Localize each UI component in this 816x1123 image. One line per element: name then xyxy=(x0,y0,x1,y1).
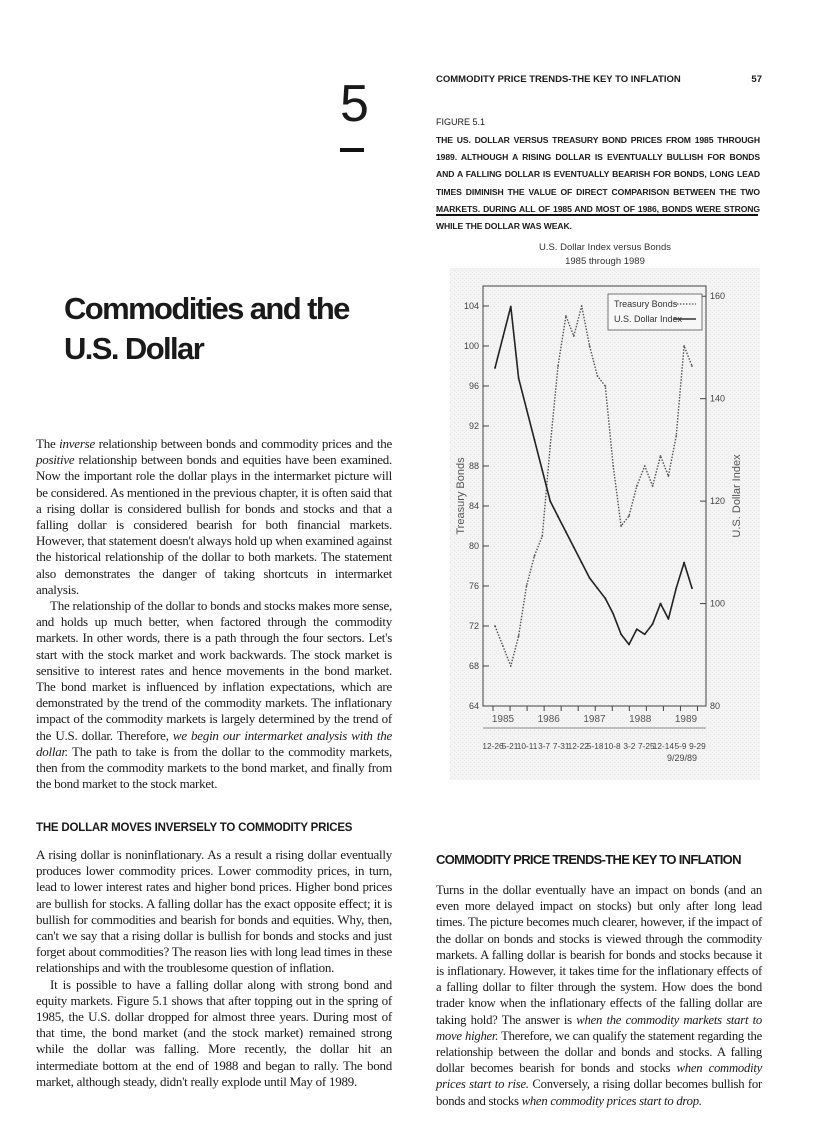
chart-subtitle: 1985 through 1989 xyxy=(565,256,645,267)
left-tick-label: 72 xyxy=(468,621,479,631)
dollar-data-point xyxy=(644,633,646,635)
running-head xyxy=(436,74,762,85)
bond-data-point xyxy=(502,645,504,647)
bond-data-point xyxy=(628,515,630,517)
dollar-data-point xyxy=(691,587,693,589)
left-tick-label: 84 xyxy=(468,501,479,511)
dollar-data-point xyxy=(675,587,677,589)
chart-legend xyxy=(608,294,702,330)
figure-chart xyxy=(450,238,760,780)
bond-data-point xyxy=(526,585,528,587)
section-heading-commodity-trends: COMMODITY PRICE TRENDS-THE KEY TO INFLATION xyxy=(436,852,741,867)
dollar-data-point xyxy=(660,603,662,605)
year-label: 1987 xyxy=(583,714,606,725)
text-run: Therefore, we can qualify the statement regarding the relationship between the dollar and bonds and stocks. A falling dollar becomes bearish for bonds and stocks xyxy=(436,1028,762,1076)
italic-text: when the commodity markets start to move higher. xyxy=(436,1012,762,1043)
figure-caption: THE US. DOLLAR VERSUS TREASURY BOND PRICES FROM 1985 THROUGH 1989. ALTHOUGH A RISING DOLLAR IS EVENTUALLY BULLISH FOR BONDS AND A FALLING DOLLAR IS EVENTUALLY BEARISH FOR BONDS, LONG LEAD TIMES DIMINISH THE VALUE OF DIRECT COMPARISON BETWEEN THE TWO MARKETS. DURING ALL OF 1985 AND MOST OF 1986, BONDS WERE STRONG WHILE THE DOLLAR WAS WEAK. xyxy=(436,135,760,232)
left-tick-label: 64 xyxy=(468,701,479,711)
page-number: 57 xyxy=(751,74,762,85)
dollar-data-point xyxy=(534,439,536,441)
paragraph xyxy=(36,977,392,1090)
text-run: Conversely, a rising dollar becomes bullish for bonds and stocks xyxy=(436,1077,762,1108)
text-run: It is possible to have a falling dollar along with strong bond and equity markets. Figure 5.1 shows that after topping out in the spring of 1985, the U.S. dollar dropped for almost three years. During most of that time, the bond market (and the stock market) remained strong while the dollar was falling. More recently, the dollar hit an intermediate bottom at the end of 1988 and began to rally. The bond market, although steady, didn't really explode until May of 1989. xyxy=(36,976,392,1089)
date-tick-label: 5-18 xyxy=(586,741,604,751)
date-tick-label: 7-31 xyxy=(552,741,570,751)
bond-data-point xyxy=(620,525,622,527)
bond-data-point xyxy=(557,365,559,367)
paragraph xyxy=(36,847,392,977)
text-run: The relationship of the dollar to bonds and stocks makes more sense, and holds up much better, when factored through the commodity markets. In other words, there is a path through the four sectors. Let's start with the stock market and work backwards. The stock market is sensitive to interest rates and hence movements in the bond market. The bond market is influenced by inflation expectations, which are demonstrated by the trend of the commodity markets. The inflationary impact of the commodity markets is largely determined by the trend of the U.S. dollar. Therefore, xyxy=(36,598,392,743)
chapter-number-underline xyxy=(340,148,364,152)
left-tick-label: 100 xyxy=(463,341,479,351)
bond-data-point xyxy=(675,435,677,437)
year-label: 1989 xyxy=(674,714,698,725)
year-label: 1986 xyxy=(537,714,560,725)
legend-label-bonds: Treasury Bonds xyxy=(614,299,678,309)
chart-title: U.S. Dollar Index versus Bonds xyxy=(538,242,672,253)
bond-data-point xyxy=(494,625,496,627)
right-tick-label: 120 xyxy=(710,496,726,507)
left-tick-label: 88 xyxy=(468,461,479,471)
date-tick-label: 3-2 xyxy=(623,741,636,751)
bond-data-point xyxy=(604,385,606,387)
dollar-data-point xyxy=(652,623,654,625)
dollar-data-point xyxy=(510,306,512,308)
italic-text: when commodity prices start to drop. xyxy=(521,1093,702,1108)
dollar-data-point xyxy=(549,500,551,502)
bond-data-point xyxy=(597,375,599,377)
dollar-data-point xyxy=(565,531,567,533)
bond-data-point xyxy=(534,555,536,557)
figure-caption-rule xyxy=(436,214,758,216)
figure-label: FIGURE 5.1 xyxy=(436,117,486,127)
bond-data-point xyxy=(636,485,638,487)
bond-data-point xyxy=(565,315,567,317)
year-label: 1985 xyxy=(491,714,515,725)
section-body-dollar-commodities xyxy=(36,847,392,1090)
paragraph xyxy=(36,598,392,792)
bond-data-point xyxy=(573,335,575,337)
bond-data-point xyxy=(652,485,654,487)
italic-text: we begin our intermarket analysis with the dollar. xyxy=(36,727,393,759)
paragraph xyxy=(36,436,392,598)
bond-data-point xyxy=(644,465,646,467)
date-tick-label: 10-8 xyxy=(603,741,621,751)
bond-data-point xyxy=(660,455,662,457)
right-tick-label: 80 xyxy=(710,701,721,711)
text-run: The path to take is from the dollar to the commodity markets, then from the commodity markets to the bond market, and finally from the bond market to the stock market. xyxy=(36,743,392,792)
legend-label-dollar: U.S. Dollar Index xyxy=(614,314,683,324)
right-tick-label: 160 xyxy=(710,291,726,302)
dollar-data-point xyxy=(518,377,520,379)
paragraph xyxy=(436,882,762,1109)
date-tick-label: 5-21 xyxy=(501,741,519,751)
text-run: relationship between bonds and commodity prices and the xyxy=(94,436,392,451)
text-run: Turns in the dollar eventually have an impact on bonds (and an even more delayed impact on stocks) but only after long lead times. The picture becomes much clearer, however, if the impact of the dollar on bonds and stocks is viewed through the commodity markets. A falling dollar is bearish for bonds and stocks because it is inflationary. However, it takes time for the inflationary effects of a falling dollar to filter through the system. How does the bond trader know when the inflationary effects of the falling dollar are taking hold? The answer is xyxy=(436,883,762,1027)
left-axis-label: Treasury Bonds xyxy=(455,457,467,535)
bond-data-point xyxy=(581,305,583,307)
end-date-label: 9/29/89 xyxy=(666,753,697,763)
italic-text: when commodity prices start to rise. xyxy=(436,1061,763,1092)
left-tick-label: 96 xyxy=(468,381,479,391)
bond-data-point xyxy=(518,635,520,637)
dollar-data-point xyxy=(541,469,543,471)
left-tick-label: 76 xyxy=(468,581,479,591)
chapter-title: Commodities and the U.S. Dollar xyxy=(64,291,349,366)
dollar-data-point xyxy=(589,577,591,579)
bond-data-point xyxy=(589,345,591,347)
italic-text: inverse xyxy=(59,436,95,451)
dollar-data-point xyxy=(604,598,606,600)
text-run: A rising dollar is noninflationary. As a result a rising dollar eventually produces lower commodity prices. Lower commodity prices, in turn, lead to lower interest rates and higher bond prices. Higher bond prices are bullish for stocks. A falling dollar has the exact opposite effect; it is bullish for commodities and bearish for bonds and equities. Why, then, can't we say that a rising dollar is bullish for bonds and stocks and just forget about commodities? The reason lies with long lead times in these relationships and with the troublesome question of inflation. xyxy=(36,847,392,976)
right-tick-label: 100 xyxy=(710,598,726,609)
date-tick-label: 10-11 xyxy=(516,741,538,751)
dollar-data-point xyxy=(620,633,622,635)
right-tick-label: 140 xyxy=(710,393,726,404)
dollar-data-point xyxy=(502,336,504,338)
dollar-data-point xyxy=(683,562,685,564)
dollar-data-point xyxy=(573,546,575,548)
left-tick-label: 80 xyxy=(468,541,479,551)
dollar-data-point xyxy=(636,628,638,630)
dollar-data-point xyxy=(494,367,496,369)
section-body-commodity-trends xyxy=(436,882,762,1109)
bond-data-point xyxy=(510,665,512,667)
date-tick-label: 5-9 xyxy=(674,741,687,751)
left-tick-label: 104 xyxy=(463,301,479,311)
chart-svg xyxy=(450,238,760,780)
bond-data-point xyxy=(683,345,685,347)
left-tick-label: 92 xyxy=(468,421,479,431)
dollar-data-point xyxy=(667,618,669,620)
text-run: relationship between bonds and equities have been examined. Now the important role the dollar plays in the intermarket picture will be considered. As mentioned in the previous chapter, it is often said that a rising dollar is considered bullish for bonds and stocks and that a falling dollar is considered bearish for both financial markets. However, that statement doesn't always hold up when examined against the historical relationship of the dollar to both markets. The statement also demonstrates the danger of taking shortcuts in intermarket analysis. xyxy=(36,452,392,597)
right-axis-label: U.S. Dollar Index xyxy=(731,454,743,538)
bond-data-point xyxy=(667,475,669,477)
running-head-title: COMMODITY PRICE TRENDS-THE KEY TO INFLATION xyxy=(436,74,681,85)
date-tick-label: 12-26 xyxy=(482,741,504,751)
dollar-data-point xyxy=(597,587,599,589)
bond-data-point xyxy=(612,465,614,467)
bond-data-point xyxy=(549,445,551,447)
date-tick-label: 12-22 xyxy=(567,741,589,751)
date-tick-label: 3-7 xyxy=(538,741,551,751)
intro-text xyxy=(36,436,392,792)
chapter-number: 5 xyxy=(340,75,368,133)
date-tick-label: 12-14 xyxy=(652,741,675,751)
left-tick-label: 68 xyxy=(468,661,479,671)
dollar-data-point xyxy=(581,562,583,564)
bond-data-point xyxy=(541,535,543,537)
text-run: The xyxy=(36,436,60,451)
dollar-data-point xyxy=(526,408,528,410)
italic-text: positive xyxy=(36,452,75,468)
dollar-data-point xyxy=(628,644,630,646)
dollar-data-point xyxy=(557,516,559,518)
date-tick-label: 9-29 xyxy=(689,741,706,751)
dollar-data-point xyxy=(612,613,614,615)
bond-data-point xyxy=(691,365,693,367)
date-tick-label: 7-25 xyxy=(638,741,655,751)
section-heading-dollar-commodities: THE DOLLAR MOVES INVERSELY TO COMMODITY PRICES xyxy=(36,822,353,834)
year-label: 1988 xyxy=(629,714,652,725)
